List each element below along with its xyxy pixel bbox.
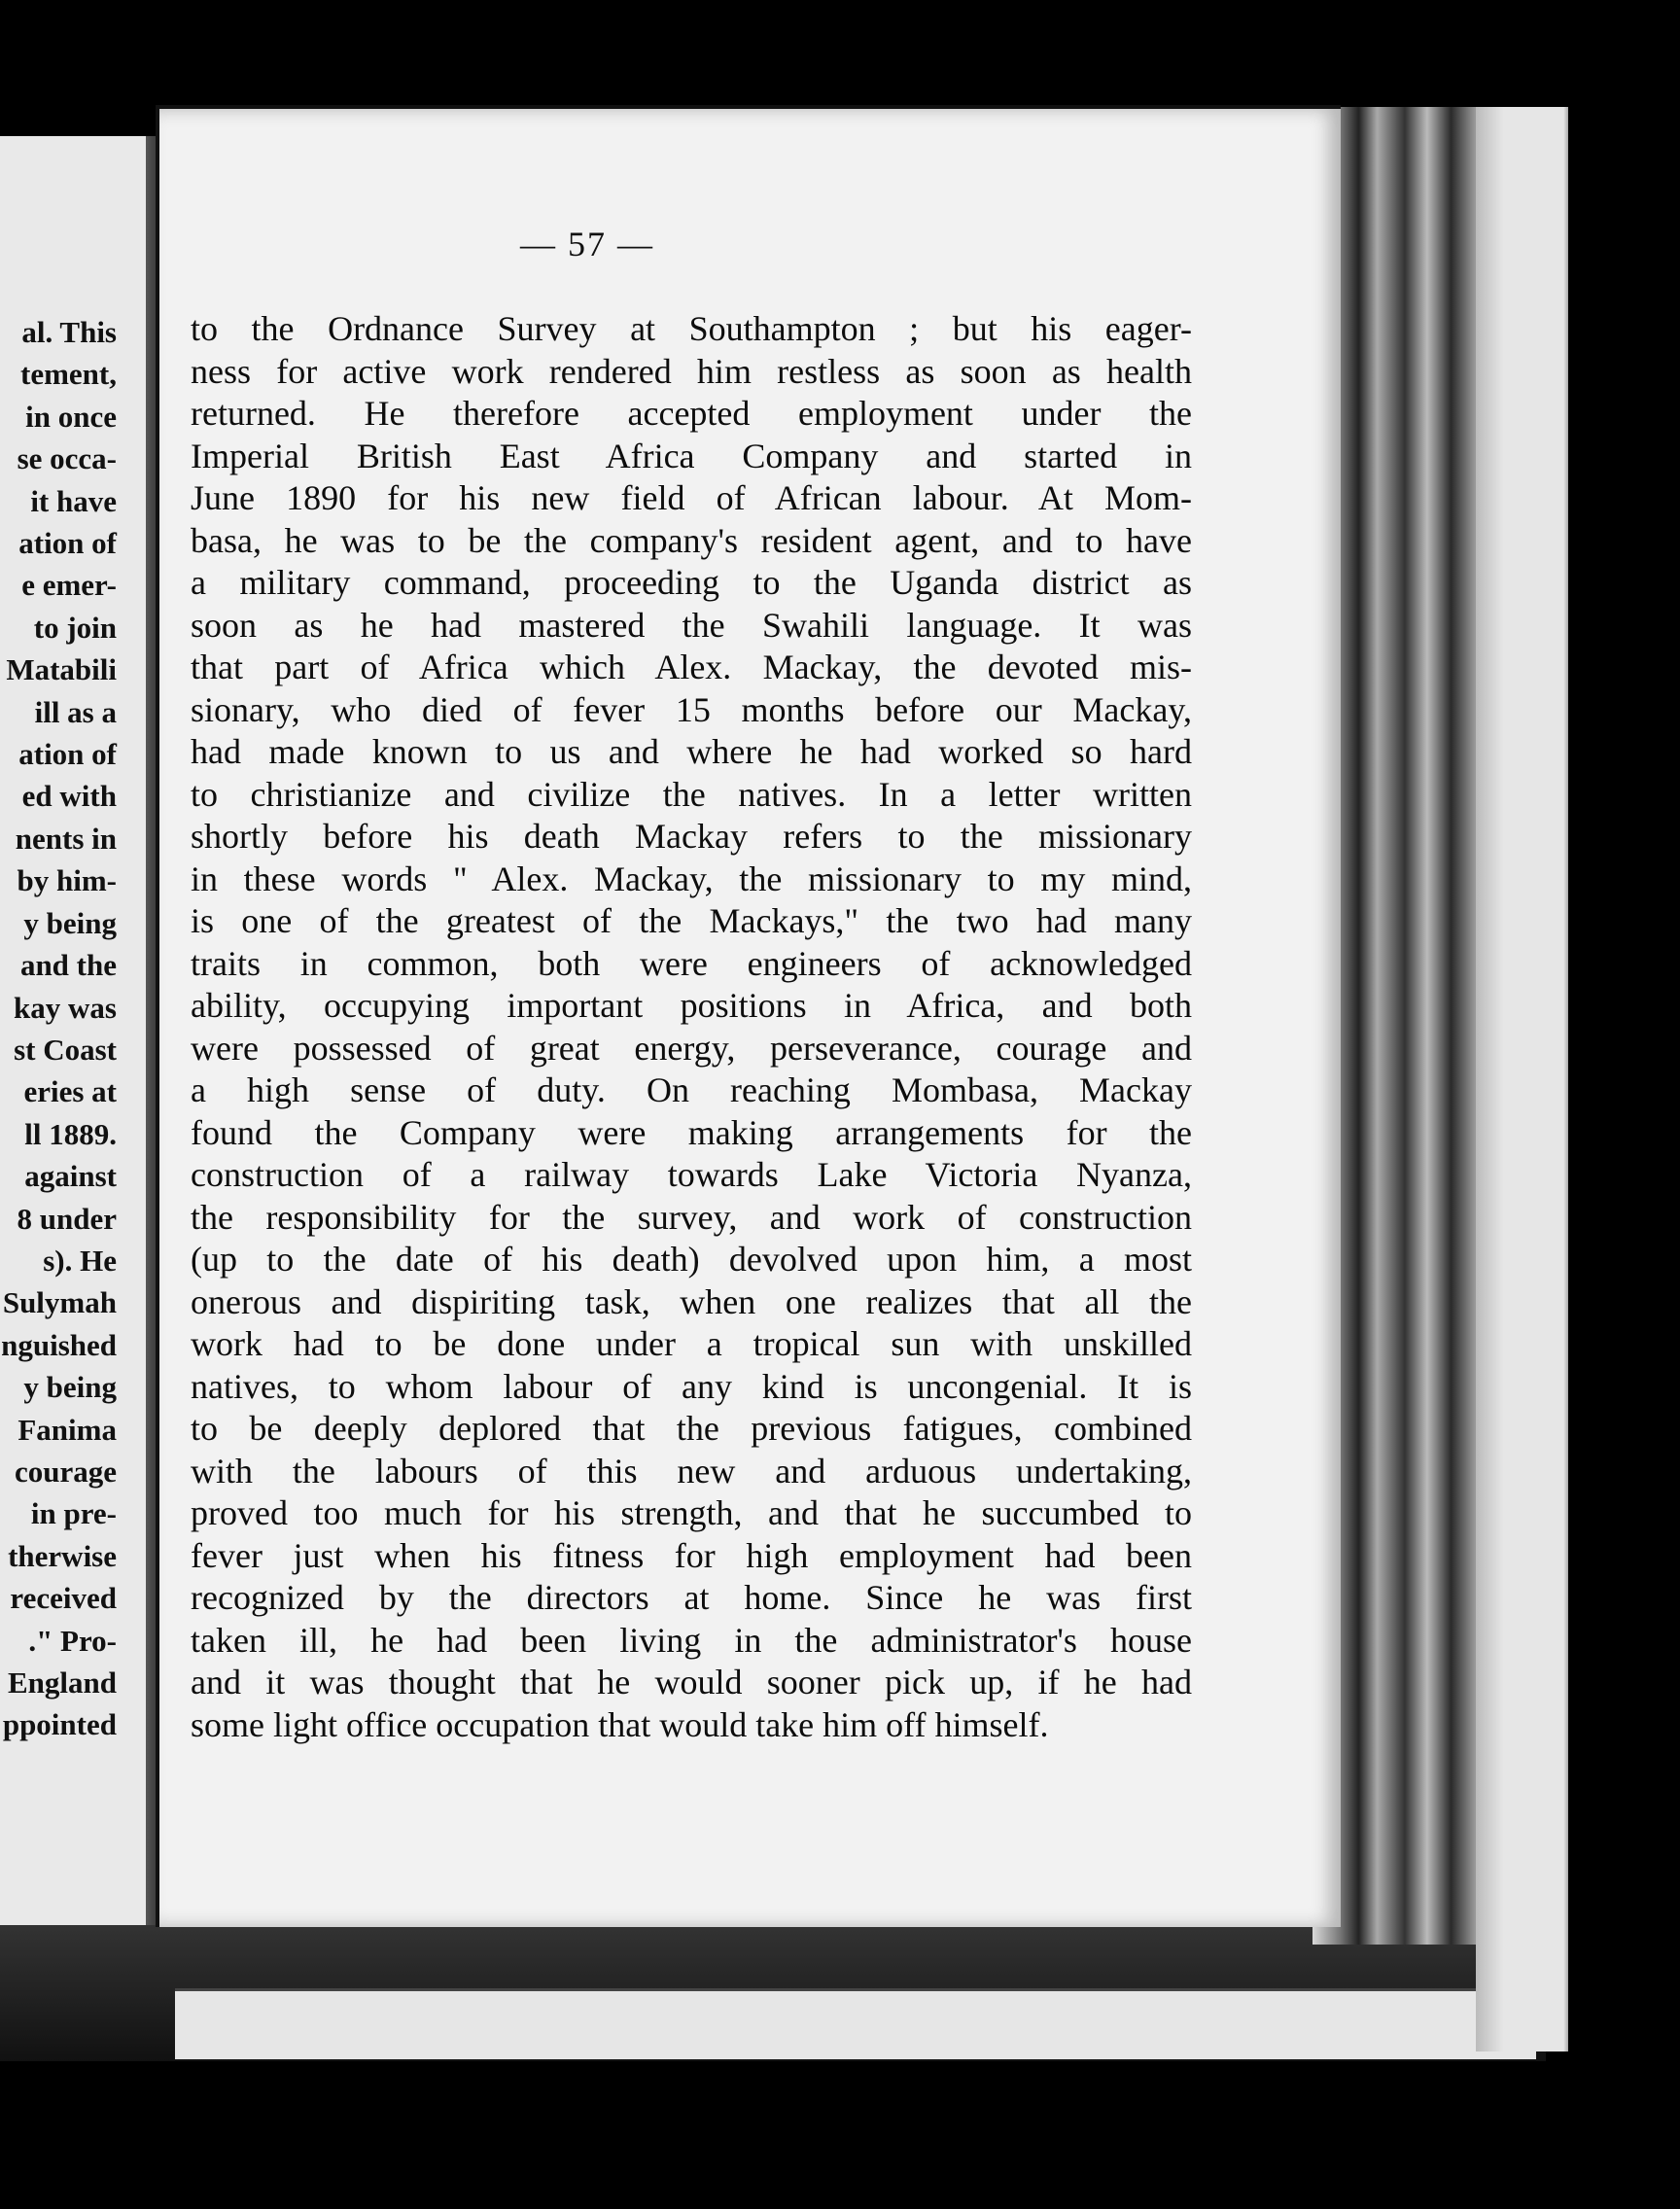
left-page-line: tement, xyxy=(20,357,117,392)
text-line: basa, he was to be the company's resident agent, and to have xyxy=(191,520,1192,560)
text-line: traits in common, both were engineers of acknowledged xyxy=(191,943,1192,983)
left-page-line: al. This xyxy=(21,315,117,349)
left-page-line: Matabili xyxy=(6,652,117,687)
page-body-text xyxy=(191,308,1192,1746)
left-page-line: se occa- xyxy=(17,441,117,476)
left-page-line: ill as a xyxy=(34,694,117,729)
text-line: a military command, proceeding to the Uganda district as xyxy=(191,563,1192,602)
left-page-line: and the xyxy=(19,948,117,983)
left-page-line: e emer- xyxy=(21,568,117,603)
page-number: — 57 — xyxy=(520,225,654,263)
book-cover-edge xyxy=(1476,107,1568,2051)
text-line: shortly before his death Mackay refers to the missionary xyxy=(191,817,1192,856)
left-page-line: s). He xyxy=(43,1243,117,1278)
text-line: found the Company were making arrangements for the xyxy=(191,1112,1192,1152)
left-page-line: kay was xyxy=(14,990,117,1025)
text-line: is one of the greatest of the Mackays," the two had many xyxy=(191,901,1192,940)
text-line: soon as he had mastered the Swahili language. It was xyxy=(191,605,1192,645)
text-line: onerous and dispiriting task, when one realizes that all the xyxy=(191,1281,1192,1321)
left-page-line: to join xyxy=(33,610,117,645)
text-line: had made known to us and where he had worked so hard xyxy=(191,732,1192,771)
left-page-line: received xyxy=(10,1581,117,1616)
text-line: to christianize and civilize the natives. In a letter written xyxy=(191,774,1192,814)
left-page-line: against xyxy=(24,1159,117,1194)
page-stack-edge xyxy=(175,1988,1536,2059)
left-page-line: Fanima xyxy=(18,1412,117,1447)
left-page-line: eries at xyxy=(23,1074,117,1109)
left-page-line: England xyxy=(7,1666,117,1700)
text-line: some light office occupation that would take him off himself. xyxy=(191,1704,1049,1744)
left-page-line: Sulymah xyxy=(2,1285,117,1320)
left-page-line: courage xyxy=(14,1454,117,1489)
left-page-line: in once xyxy=(25,399,117,434)
left-page-line: ed with xyxy=(21,779,117,814)
text-line: were possessed of great energy, perseverance, courage and xyxy=(191,1028,1192,1068)
left-page-line: ." Pro- xyxy=(28,1623,117,1658)
text-line: a high sense of duty. On reaching Mombasa, Mackay xyxy=(191,1070,1192,1109)
text-line: and it was thought that he would sooner pick up, if he had xyxy=(191,1663,1192,1701)
left-facing-page xyxy=(0,136,150,1925)
text-line: the responsibility for the survey, and work of construction xyxy=(191,1197,1192,1237)
text-line: with the labours of this new and arduous undertaking, xyxy=(191,1451,1192,1490)
text-line: fever just when his fitness for high employment had been xyxy=(191,1535,1192,1575)
left-page-line: by him- xyxy=(17,863,117,898)
left-page-line: ppointed xyxy=(2,1707,117,1742)
left-page-line: st Coast xyxy=(14,1032,117,1067)
text-line: ness for active work rendered him restless as soon as health xyxy=(191,351,1192,391)
text-line: construction of a railway towards Lake Victoria Nyanza, xyxy=(191,1155,1192,1194)
left-page-text xyxy=(0,311,117,1746)
text-line: work had to be done under a tropical sun with unskilled xyxy=(191,1324,1192,1363)
text-line: proved too much for his strength, and that he succumbed to xyxy=(191,1493,1192,1532)
text-line: sionary, who died of fever 15 months before our Mackay, xyxy=(191,689,1192,729)
text-line: ability, occupying important positions in Africa, and both xyxy=(191,986,1192,1025)
text-line: natives, to whom labour of any kind is uncongenial. It is xyxy=(191,1366,1192,1406)
text-line: in these words " Alex. Mackay, the missionary to my mind, xyxy=(191,859,1192,898)
left-page-line: it have xyxy=(30,483,117,518)
left-page-line: ation of xyxy=(18,526,117,561)
text-line: June 1890 for his new field of African labour. At Mom- xyxy=(191,478,1192,517)
book-page xyxy=(156,105,1341,1927)
text-line: that part of Africa which Alex. Mackay, the devoted mis- xyxy=(191,648,1192,686)
text-line: to the Ordnance Survey at Southampton ; but his eager- xyxy=(191,309,1192,348)
left-page-line: ll 1889. xyxy=(24,1116,117,1151)
left-page-line: 8 under xyxy=(17,1201,117,1236)
text-line: taken ill, he had been living in the administrator's house xyxy=(191,1620,1192,1660)
text-line: to be deeply deplored that the previous fatigues, combined xyxy=(191,1409,1192,1448)
left-page-line: ation of xyxy=(18,737,117,772)
text-line: recognized by the directors at home. Since he was first xyxy=(191,1578,1192,1617)
left-page-line: in pre- xyxy=(30,1496,117,1531)
text-line: (up to the date of his death) devolved upon him, a most xyxy=(191,1240,1192,1279)
left-page-line: y being xyxy=(23,905,117,940)
left-page-line: nguished xyxy=(1,1327,117,1362)
text-line: returned. He therefore accepted employment under the xyxy=(191,394,1192,433)
left-page-line: y being xyxy=(23,1370,117,1405)
left-page-line: therwise xyxy=(8,1538,117,1573)
text-line: Imperial British East Africa Company and started in xyxy=(191,436,1192,475)
left-page-line: nents in xyxy=(15,821,117,856)
